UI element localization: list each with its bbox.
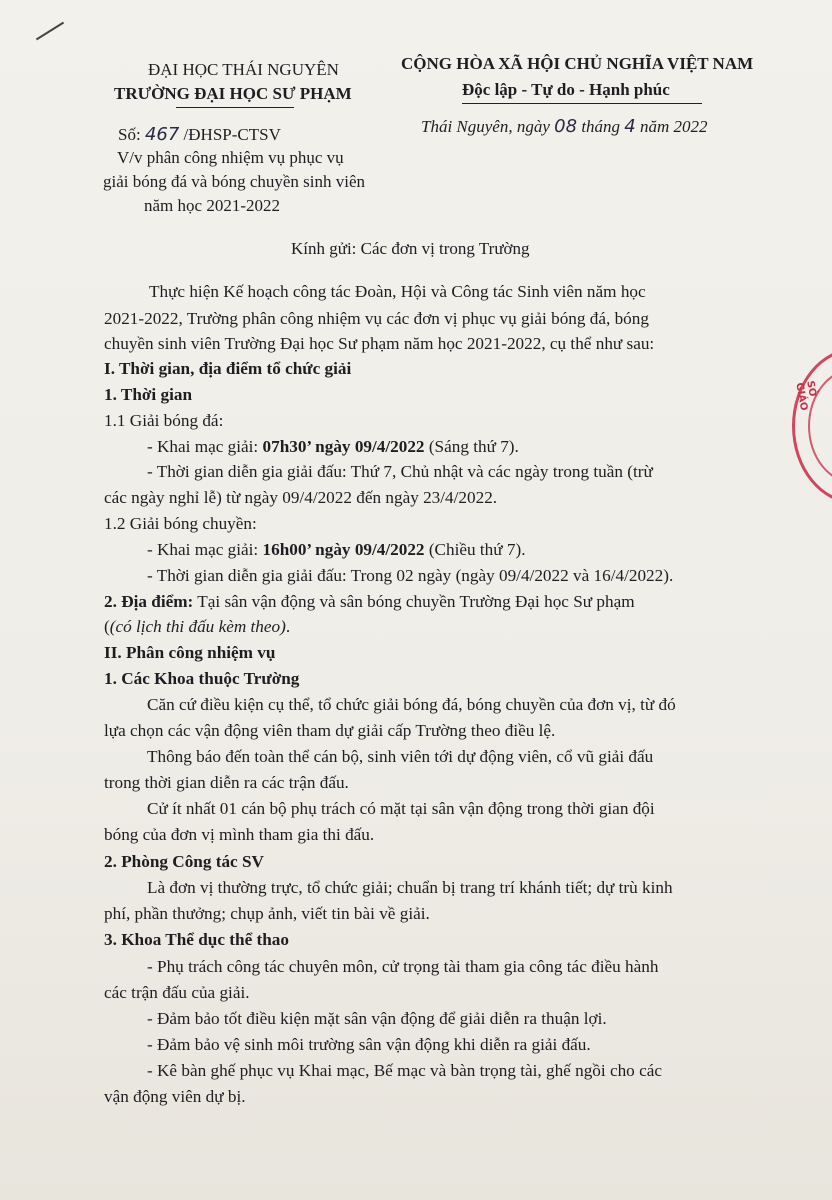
national-title: CỘNG HÒA XÃ HỘI CHỦ NGHĨA VIỆT NAM — [401, 54, 754, 73]
subject-line-3: năm học 2021-2022 — [144, 196, 280, 215]
football-opening-note: (Sáng thứ 7). — [424, 437, 519, 456]
location-line-1 — [104, 592, 635, 612]
section-1-1-heading: 1. Thời gian — [104, 385, 193, 404]
subject-line-1: V/v phân công nhiệm vụ phục vụ — [117, 148, 344, 167]
pe-item-1-line-2: các trận đấu của giải. — [104, 983, 250, 1002]
football-heading: 1.1 Giải bóng đá: — [104, 411, 224, 430]
faculty-para-3-line-1: Cử ít nhất 01 cán bộ phụ trách có mặt tại sân vận động trong thời gian đội — [147, 799, 655, 818]
date-month-handwritten: 4 — [624, 116, 636, 137]
motto-underline — [462, 103, 702, 104]
org-line-2: TRƯỜNG ĐẠI HỌC SƯ PHẠM — [114, 84, 352, 103]
volleyball-opening — [147, 540, 526, 560]
pen-mark — [36, 22, 64, 41]
location-note: (có lịch thi đấu kèm theo) — [109, 617, 286, 636]
so-label: Số: — [118, 125, 141, 144]
pe-item-1-line-1: - Phụ trách công tác chuyên môn, cử trọng tài tham gia công tác điều hành — [147, 957, 659, 976]
section-2-heading: II. Phân công nhiệm vụ — [104, 643, 276, 662]
location-paren-open: ( — [104, 617, 110, 636]
faculty-para-1-line-1: Căn cứ điều kiện cụ thể, tổ chức giải bóng đá, bóng chuyền của đơn vị, từ đó — [147, 695, 676, 714]
faculty-para-2-line-2: trong thời gian diễn ra các trận đấu. — [104, 773, 349, 792]
student-affairs-line-2: phí, phần thưởng; chụp ảnh, viết tin bài về giải. — [104, 904, 430, 923]
pe-item-3: - Đảm bảo vệ sinh môi trường sân vận động khi diễn ra giải đấu. — [147, 1035, 591, 1054]
date-prefix: Thái Nguyên, ngày — [421, 117, 550, 136]
football-schedule-1: - Thời gian diễn gia giải đấu: Thứ 7, Chủ nhật và các ngày trong tuần (trừ — [147, 462, 653, 481]
faculty-para-2-line-1: Thông báo đến toàn thể cán bộ, sinh viên tới dự động viên, cổ vũ giải đấu — [147, 747, 654, 766]
date-month-label: tháng — [581, 117, 621, 136]
volleyball-heading: 1.2 Giải bóng chuyền: — [104, 514, 257, 533]
volleyball-opening-time: 16h00’ ngày 09/4/2022 — [262, 540, 425, 559]
document-number — [118, 124, 281, 145]
location-text: Tại sân vận động và sân bóng chuyền Trường Đại học Sư phạm — [193, 592, 635, 611]
volleyball-schedule: - Thời gian diễn gia giải đấu: Trong 02 ngày (ngày 09/4/2022 và 16/4/2022). — [147, 566, 674, 585]
document-date — [421, 116, 708, 137]
football-schedule-2: các ngày nghỉ lễ) từ ngày 09/4/2022 đến ngày 23/4/2022. — [104, 488, 498, 507]
national-motto: Độc lập - Tự do - Hạnh phúc — [462, 80, 670, 99]
football-opening-label: - Khai mạc giải: — [147, 437, 263, 456]
pe-item-4-line-2: vận động viên dự bị. — [104, 1087, 246, 1106]
so-code: /ĐHSP-CTSV — [183, 125, 281, 144]
org-underline — [176, 107, 294, 108]
intro-line-1: Thực hiện Kế hoạch công tác Đoàn, Hội và Công tác Sinh viên năm học — [149, 282, 646, 301]
faculty-para-3-line-2: bóng của đơn vị mình tham gia thi đấu. — [104, 825, 375, 844]
org-line-1: ĐẠI HỌC THÁI NGUYÊN — [148, 60, 339, 79]
location-end: . — [285, 617, 291, 636]
volleyball-opening-label: - Khai mạc giải: — [147, 540, 263, 559]
intro-line-3: chuyền sinh viên Trường Đại học Sư phạm năm học 2021-2022, cụ thể như sau: — [104, 334, 655, 353]
volleyball-opening-note: (Chiều thứ 7). — [424, 540, 526, 559]
pe-item-2: - Đảm bảo tốt điều kiện mặt sân vận động để giải diễn ra thuận lợi. — [147, 1009, 607, 1028]
subject-line-2: giải bóng đá và bóng chuyền sinh viên — [103, 172, 366, 191]
recipient-line: Kính gửi: Các đơn vị trong Trường — [291, 239, 530, 258]
so-number-handwritten: 467 — [144, 124, 180, 145]
football-opening — [147, 437, 519, 457]
date-day-handwritten: 08 — [554, 116, 578, 137]
section-2-2-heading: 2. Phòng Công tác SV — [104, 852, 264, 871]
section-2-3-heading: 3. Khoa Thể dục thể thao — [104, 930, 289, 949]
student-affairs-line-1: Là đơn vị thường trực, tổ chức giải; chuẩn bị trang trí khánh tiết; dự trù kinh — [147, 878, 673, 897]
stamp-text: SỞ GIÁO — [793, 380, 818, 412]
intro-line-2: 2021-2022, Trường phân công nhiệm vụ các đơn vị phục vụ giải bóng đá, bóng — [104, 309, 649, 328]
football-opening-time: 07h30’ ngày 09/4/2022 — [262, 437, 425, 456]
section-2-1-heading: 1. Các Khoa thuộc Trường — [104, 669, 300, 688]
faculty-para-1-line-2: lựa chọn các vận động viên tham dự giải cấp Trường theo điều lệ. — [104, 721, 556, 740]
location-label: 2. Địa điểm: — [104, 592, 194, 611]
date-year: năm 2022 — [640, 117, 708, 136]
section-1-heading: I. Thời gian, địa điểm tổ chức giải — [104, 359, 352, 378]
location-line-2 — [104, 617, 290, 637]
pe-item-4-line-1: - Kê bàn ghế phục vụ Khai mạc, Bế mạc và bàn trọng tài, ghế ngồi cho các — [147, 1061, 662, 1080]
